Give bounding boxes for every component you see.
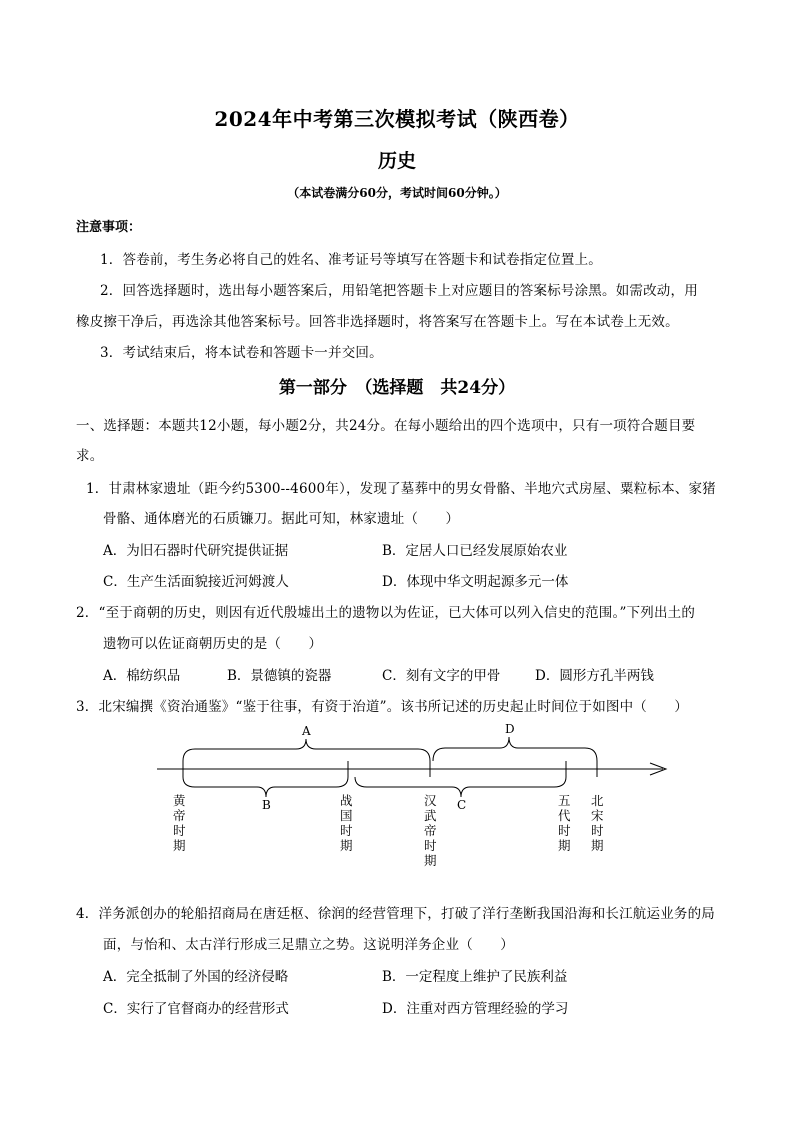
question-2-option-a: A．棉纺织品 (103, 668, 181, 684)
section-intro: 一、选择题：本题共12小题，每小题2分，共24分。在每小题给出的四个选项中，只有一项符合题目要 (76, 418, 696, 434)
question-1-option-a: A．为旧石器时代研究提供证据 (103, 543, 289, 559)
period-label-hanwudi: 汉武帝时期 (424, 793, 437, 868)
period-label-beisong: 北宋时期 (591, 793, 604, 853)
exam-note: （本试卷满分60分，考试时间60分钟。） (287, 186, 507, 200)
question-4-option-b: B．一定程度上维护了民族利益 (382, 969, 568, 985)
notice-item-2-cont: 橡皮擦干净后，再选涂其他答案标号。回答非选择题时，将答案写在答题卡上。写在本试卷上无效。 (76, 314, 679, 330)
period-label-wudai: 五代时期 (558, 793, 571, 853)
question-1-option-c: C．生产生活面貌接近河姆渡人 (103, 574, 289, 590)
brace-label-a: A (302, 724, 311, 738)
brace-b (183, 777, 348, 797)
brace-label-b: B (262, 798, 271, 812)
notice-item-3: 3．考试结束后，将本试卷和答题卡一并交回。 (100, 345, 383, 361)
brace-a (183, 739, 430, 761)
brace-label-d: D (505, 722, 515, 736)
subject-title: 历史 (377, 150, 416, 172)
question-4-option-d: D．注重对西方管理经验的学习 (382, 1001, 569, 1017)
exam-title: 2024年中考第三次模拟考试（陕西卷） (214, 107, 580, 131)
brace-label-c: C (457, 798, 467, 812)
section-intro-cont: 求。 (76, 448, 104, 464)
brace-d (433, 737, 597, 761)
question-1-option-b: B．定居人口已经发展原始农业 (382, 543, 568, 559)
question-1-option-d: D．体现中华文明起源多元一体 (382, 574, 569, 590)
question-2-option-d: D．圆形方孔半两钱 (535, 668, 654, 684)
period-label-zhanguo: 战国时期 (340, 793, 353, 853)
notice-item-1: 1．答卷前，考生务必将自己的姓名、准考证号等填写在答题卡和试卷指定位置上。 (100, 252, 602, 268)
question-2-option-c: C．刻有文字的甲骨 (382, 668, 501, 684)
question-1-stem-cont: 骨骼、通体磨光的石质镰刀。据此可知，林家遗址（ ） (103, 511, 460, 527)
period-label-huangdi: 黄帝时期 (173, 793, 186, 853)
question-4-stem: 4．洋务派创办的轮船招商局在唐廷枢、徐润的经营管理下，打破了洋行垄断我国沿海和长江航运业务的局 (76, 906, 715, 922)
question-2-option-b: B．景德镇的瓷器 (227, 668, 332, 684)
question-3-stem: 3．北宋编撰《资治通鉴》“鉴于往事，有资于治道”。该书所记述的历史起止时间位于如图中（ ） (76, 699, 689, 715)
question-2-stem: 2．“至于商朝的历史，则因有近代殷墟出土的遗物以为佐证，已大体可以列入信史的范围。”下列出土的 (76, 605, 696, 621)
part1-title: 第一部分 （选择题 共24分） (278, 378, 516, 398)
question-1-stem: 1．甘肃林家遗址（距今约5300--4600年），发现了墓葬中的男女骨骼、半地穴式房屋、粟粒标本、家猪 (86, 481, 716, 497)
brace-c (355, 777, 566, 797)
question-2-stem-cont: 遗物可以佐证商朝历史的是（ ） (103, 636, 323, 652)
question-4-option-c: C．实行了官督商办的经营形式 (103, 1001, 289, 1017)
notice-heading: 注意事项： (76, 220, 142, 235)
question-4-option-a: A．完全抵制了外国的经济侵略 (103, 969, 289, 985)
question-4-stem-cont: 面，与怡和、太古洋行形成三足鼎立之势。这说明洋务企业（ ） (103, 937, 514, 953)
notice-item-2: 2．回答选择题时，选出每小题答案后，用铅笔把答题卡上对应题目的答案标号涂黑。如需改动，用 (100, 283, 698, 299)
